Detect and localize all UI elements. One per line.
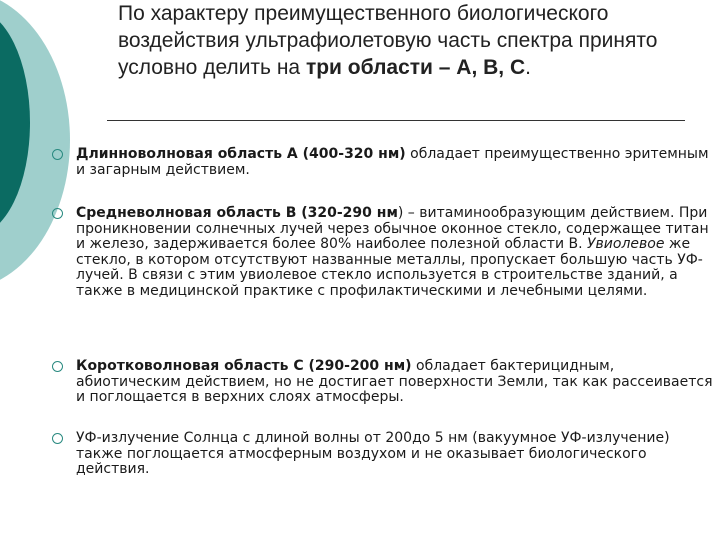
list-item-uvc bbox=[76, 359, 716, 406]
uvb-heading: Средневолновая область В (320-290 нм bbox=[76, 205, 398, 221]
uvb-italic-term: Увиолевое bbox=[587, 236, 665, 252]
uvb-text-1: ) – витаминообразующим действием. При проникновении солнечных лучей через обычное оконное стекло, содержащее титан и железо, задерживается более 80% наиболее полезной области В. bbox=[76, 205, 709, 252]
title-end: . bbox=[525, 56, 531, 79]
list-item-uva bbox=[76, 147, 716, 178]
list-item-vacuum-uv bbox=[76, 431, 716, 478]
list-item-uvb bbox=[76, 206, 716, 299]
bullet-circle-icon bbox=[52, 149, 63, 160]
bullet-circle-icon bbox=[52, 433, 63, 444]
bullet-circle-icon bbox=[52, 208, 63, 219]
uva-text: обладает преимущественно эритемным и загарным действием. bbox=[76, 146, 709, 178]
title-text: По характеру преимущественного биологического воздействия ультрафиолетовую часть спектра принято условно делить на bbox=[118, 2, 658, 79]
uvb-text-2: же стекло, в котором отсутствуют названные металлы, пропускает большую часть УФ-лучей. В связи с этим увиолевое стекло используется в строительстве зданий, а также в медицинской практике с профилактическими и лечебными целями. bbox=[76, 236, 703, 299]
title-bold-text: три области – А, В, С bbox=[305, 56, 526, 79]
uvc-text: обладает бактерицидным, абиотическим действием, но не достигает поверхности Земли, так как рассеивается и поглощается в верхних слоях атмосферы. bbox=[76, 358, 713, 405]
uva-heading: Длинноволновая область А (400-320 нм) bbox=[76, 146, 406, 162]
bullet-circle-icon bbox=[52, 361, 63, 372]
vacuum-uv-text: УФ-излучение Солнца с длиной волны от 200до 5 нм (вакуумное УФ-излучение) также поглощается атмосферным воздухом и не оказывает биологического действия. bbox=[76, 430, 670, 477]
uvc-heading: Коротковолновая область С (290-200 нм) bbox=[76, 358, 412, 374]
